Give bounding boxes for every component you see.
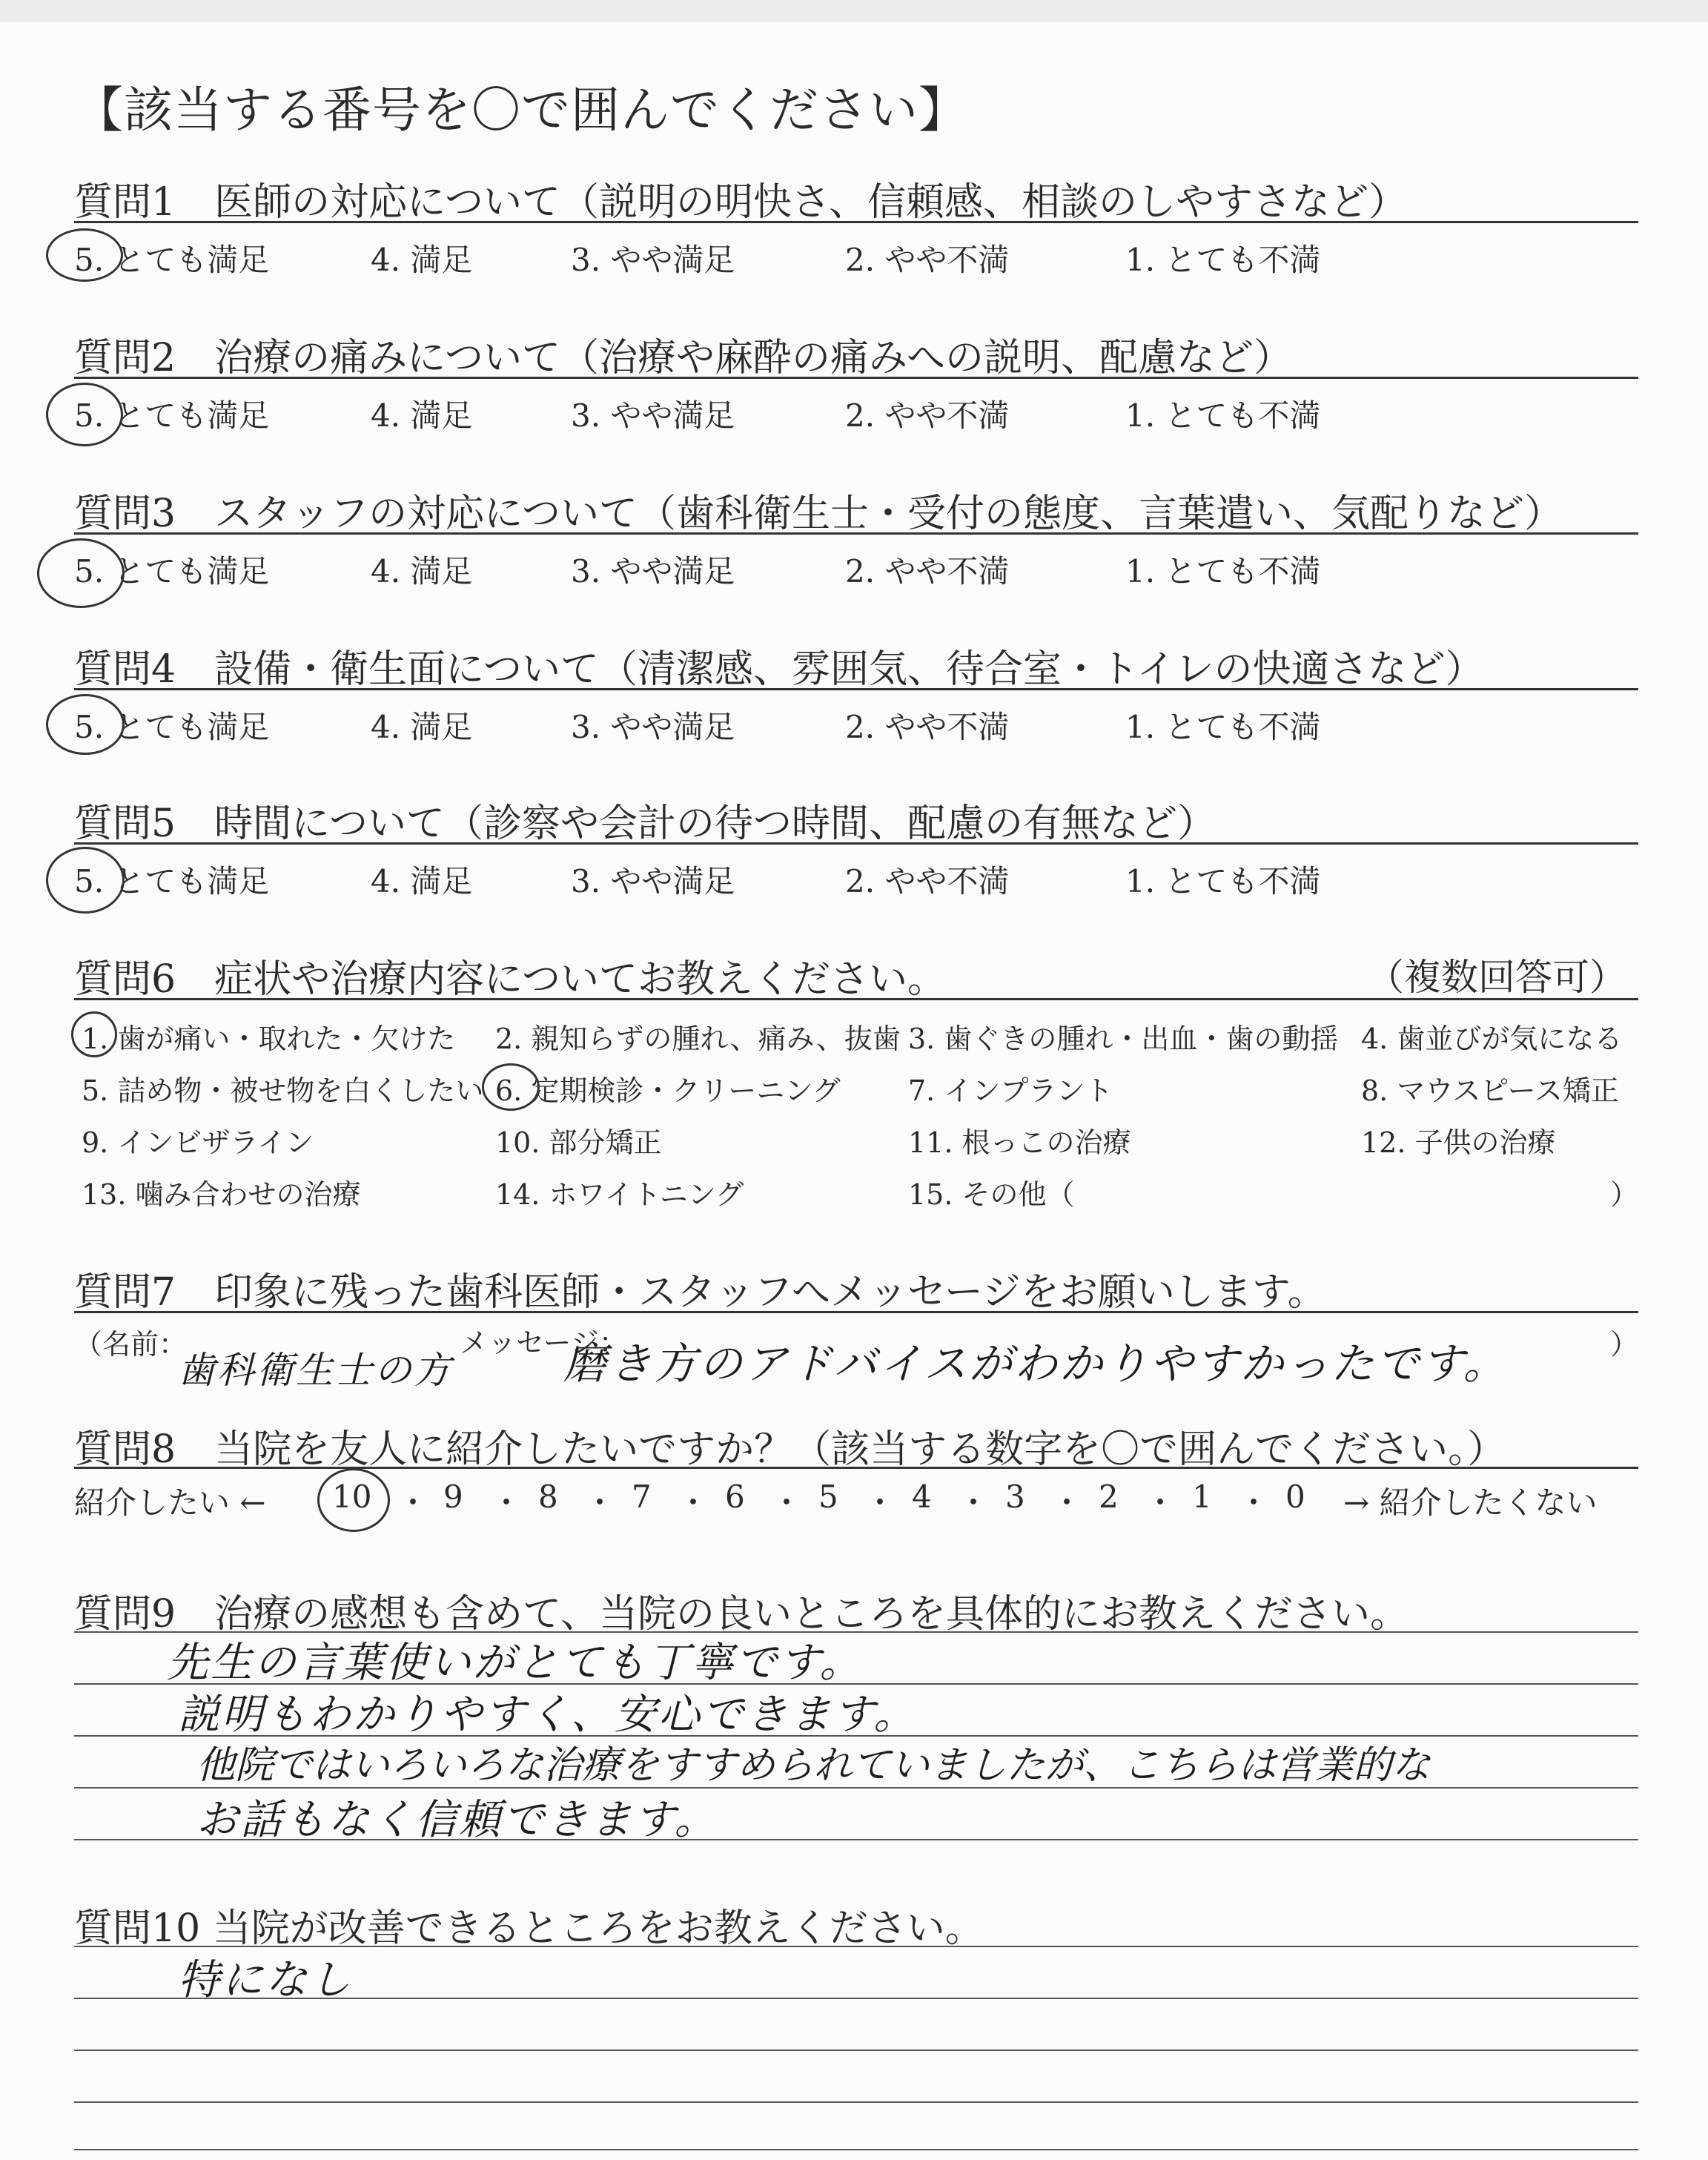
q10-line-5 <box>74 2149 1638 2150</box>
q1-option-1[interactable]: 1. とても不満 <box>1125 242 1321 278</box>
q8-scale-sep: ・ <box>491 1484 523 1521</box>
q3-option-3[interactable]: 3. やや満足 <box>571 553 735 589</box>
question-4: 質問4 設備・衛生面について（清潔感、雰囲気、待合室・トイレの快適さなど） <box>74 647 1484 692</box>
category-2[interactable]: 2. 親知らずの腫れ、痛み、抜歯 <box>495 1023 901 1055</box>
q8-scale-sep: ・ <box>864 1484 896 1521</box>
category-15[interactable]: 15. その他（ <box>908 1178 1075 1211</box>
q8-scale-3[interactable]: 3 <box>1005 1479 1025 1515</box>
q1-option-2[interactable]: 2. やや不満 <box>845 242 1010 278</box>
q8-right-label: → 紹介したくない <box>1343 1484 1598 1521</box>
q1-option-3[interactable]: 3. やや満足 <box>571 242 735 278</box>
category-14[interactable]: 14. ホワイトニング <box>495 1178 744 1211</box>
question-3-options <box>74 547 1646 592</box>
q8-scale-0[interactable]: 0 <box>1285 1479 1305 1515</box>
q7-name-label: （名前： <box>74 1328 188 1361</box>
question-1: 質問1 医師の対応について（説明の明快さ、信頼感、相談のしやすさなど） <box>74 180 1407 225</box>
q8-selection-circle <box>317 1468 390 1532</box>
question-2-rule <box>74 377 1638 379</box>
question-7: 質問7 印象に残った歯科医師・スタッフへメッセージをお願いします。 <box>74 1270 1326 1315</box>
q10-answer[interactable]: 特になし <box>178 1956 353 2004</box>
category-13[interactable]: 13. 噛み合わせの治療 <box>82 1178 361 1211</box>
question-4-options <box>74 703 1646 747</box>
q5-selection-circle <box>46 847 125 914</box>
category-8[interactable]: 8. マウスピース矯正 <box>1361 1074 1619 1107</box>
page-title: 【該当する番号を〇で囲んでください】 <box>74 82 968 139</box>
category-5[interactable]: 5. 詰め物・被せ物を白くしたい <box>82 1074 484 1107</box>
q5-option-5[interactable]: 5. とても満足 <box>74 863 270 899</box>
question-6: 質問6 症状や治療内容についてお教えください。 <box>74 957 947 1002</box>
category-9[interactable]: 9. インビザライン <box>82 1126 314 1159</box>
q8-scale-5[interactable]: 5 <box>818 1479 838 1515</box>
question-9: 質問9 治療の感想も含めて、当院の良いところを具体的にお教えください。 <box>74 1592 1409 1636</box>
q8-scale-6[interactable]: 6 <box>725 1479 745 1515</box>
q8-scale-sep: ・ <box>958 1484 990 1521</box>
q8-scale-7[interactable]: 7 <box>632 1479 652 1515</box>
question-5-options <box>74 857 1646 902</box>
question-1-rule <box>74 221 1638 223</box>
q4-selection-circle <box>46 694 125 755</box>
q2-option-3[interactable]: 3. やや満足 <box>571 397 735 434</box>
q2-option-1[interactable]: 1. とても不満 <box>1125 397 1321 434</box>
category-10[interactable]: 10. 部分矯正 <box>495 1126 662 1159</box>
category-6[interactable]: 6. 定期検診・クリーニング <box>495 1074 841 1107</box>
q8-scale-4[interactable]: 4 <box>912 1479 932 1515</box>
q5-option-3[interactable]: 3. やや満足 <box>571 863 735 899</box>
q10-line-4 <box>74 2101 1638 2103</box>
question-2-options <box>74 392 1646 436</box>
question-1-options <box>74 236 1646 280</box>
category-7[interactable]: 7. インプラント <box>908 1074 1113 1107</box>
q3-option-4[interactable]: 4. 満足 <box>371 553 473 589</box>
q9-answer-line-1[interactable]: 先生の言葉使いがとても丁寧です。 <box>167 1639 864 1687</box>
question-8: 質問8 当院を友人に紹介したいですか？（該当する数字を〇で囲んでください。） <box>74 1427 1506 1472</box>
q5-option-4[interactable]: 4. 満足 <box>371 863 473 899</box>
q8-scale-sep: ・ <box>584 1484 616 1521</box>
q4-option-4[interactable]: 4. 満足 <box>371 709 473 745</box>
q4-option-3[interactable]: 3. やや満足 <box>571 709 735 745</box>
q7-message-answer[interactable]: 磨き方のアドバイスがわかりやすかったです。 <box>563 1338 1509 1389</box>
q1-selection-circle <box>46 228 123 282</box>
q8-scale-9[interactable]: 9 <box>443 1479 463 1515</box>
q8-scale-sep: ・ <box>1238 1484 1270 1521</box>
q2-option-2[interactable]: 2. やや不満 <box>845 397 1010 434</box>
question-2: 質問2 治療の痛みについて（治療や麻酔の痛みへの説明、配慮など） <box>74 336 1293 380</box>
question-5-rule <box>74 842 1638 845</box>
q8-scale-sep: ・ <box>678 1484 709 1521</box>
q9-answer-line-2[interactable]: 説明もわかりやすく、安心できます。 <box>178 1691 918 1739</box>
q8-scale-2[interactable]: 2 <box>1099 1479 1119 1515</box>
q5-option-2[interactable]: 2. やや不満 <box>845 863 1010 899</box>
question-6-note: （複数回答可） <box>1367 956 1626 999</box>
question-4-rule <box>74 688 1638 690</box>
q8-scale-sep: ・ <box>397 1484 429 1521</box>
q2-selection-circle <box>46 383 123 446</box>
question-7-rule <box>74 1311 1638 1313</box>
category-12[interactable]: 12. 子供の治療 <box>1361 1126 1556 1159</box>
q8-scale-10[interactable]: 10 <box>332 1479 372 1515</box>
category-15-close: ） <box>1610 1178 1639 1211</box>
question-5: 質問5 時間について（診察や会計の待つ時間、配慮の有無など） <box>74 802 1217 846</box>
q5-option-1[interactable]: 1. とても不満 <box>1125 863 1321 899</box>
q3-option-2[interactable]: 2. やや不満 <box>845 553 1010 589</box>
q4-option-1[interactable]: 1. とても不満 <box>1125 709 1321 745</box>
category-3[interactable]: 3. 歯ぐきの腫れ・出血・歯の動揺 <box>908 1023 1339 1055</box>
q8-scale-sep: ・ <box>1145 1484 1176 1521</box>
q2-option-5[interactable]: 5. とても満足 <box>74 397 270 434</box>
q6-selection-circle-6 <box>482 1063 540 1111</box>
q8-scale-sep: ・ <box>1051 1484 1083 1521</box>
q7-name-answer[interactable]: 歯科衛生士の方 <box>178 1349 453 1392</box>
q7-close: ） <box>1610 1328 1639 1361</box>
q7-message-label: メッセージ： <box>460 1327 627 1359</box>
question-3-rule <box>74 532 1638 535</box>
category-4[interactable]: 4. 歯並びが気になる <box>1361 1023 1623 1055</box>
q6-selection-circle-1 <box>71 1011 117 1057</box>
q8-scale-8[interactable]: 8 <box>538 1479 558 1515</box>
q1-option-5[interactable]: 5. とても満足 <box>74 242 270 278</box>
page-top-edge <box>0 0 1708 22</box>
q9-answer-line-4[interactable]: お話もなく信頼できます。 <box>196 1796 718 1844</box>
q4-option-5[interactable]: 5. とても満足 <box>74 709 270 745</box>
question-3: 質問3 スタッフの対応について（歯科衛生士・受付の態度、言葉遣い、気配りなど） <box>74 492 1563 536</box>
q1-option-4[interactable]: 4. 満足 <box>371 242 473 278</box>
q10-line-3 <box>74 2050 1638 2051</box>
q9-answer-line-3[interactable]: 他院ではいろいろな治療をすすめられていましたが、こちらは営業的な <box>196 1743 1431 1788</box>
category-1[interactable]: 1. 歯が痛い・取れた・欠けた <box>82 1023 456 1055</box>
q3-option-5[interactable]: 5. とても満足 <box>74 553 270 589</box>
question-10: 質問10 当院が改善できるところをお教えください。 <box>74 1906 984 1951</box>
q4-option-2[interactable]: 2. やや不満 <box>845 709 1010 745</box>
q3-option-1[interactable]: 1. とても不満 <box>1125 553 1321 589</box>
q8-left-label: 紹介したい ← <box>74 1484 266 1521</box>
q2-option-4[interactable]: 4. 満足 <box>371 397 473 434</box>
q8-scale-1[interactable]: 1 <box>1192 1479 1212 1515</box>
q3-selection-circle <box>37 538 125 608</box>
question-6-rule <box>74 998 1638 1000</box>
q8-scale-sep: ・ <box>771 1484 803 1521</box>
category-11[interactable]: 11. 根っこの治療 <box>908 1126 1131 1159</box>
question-8-rule <box>74 1467 1638 1469</box>
